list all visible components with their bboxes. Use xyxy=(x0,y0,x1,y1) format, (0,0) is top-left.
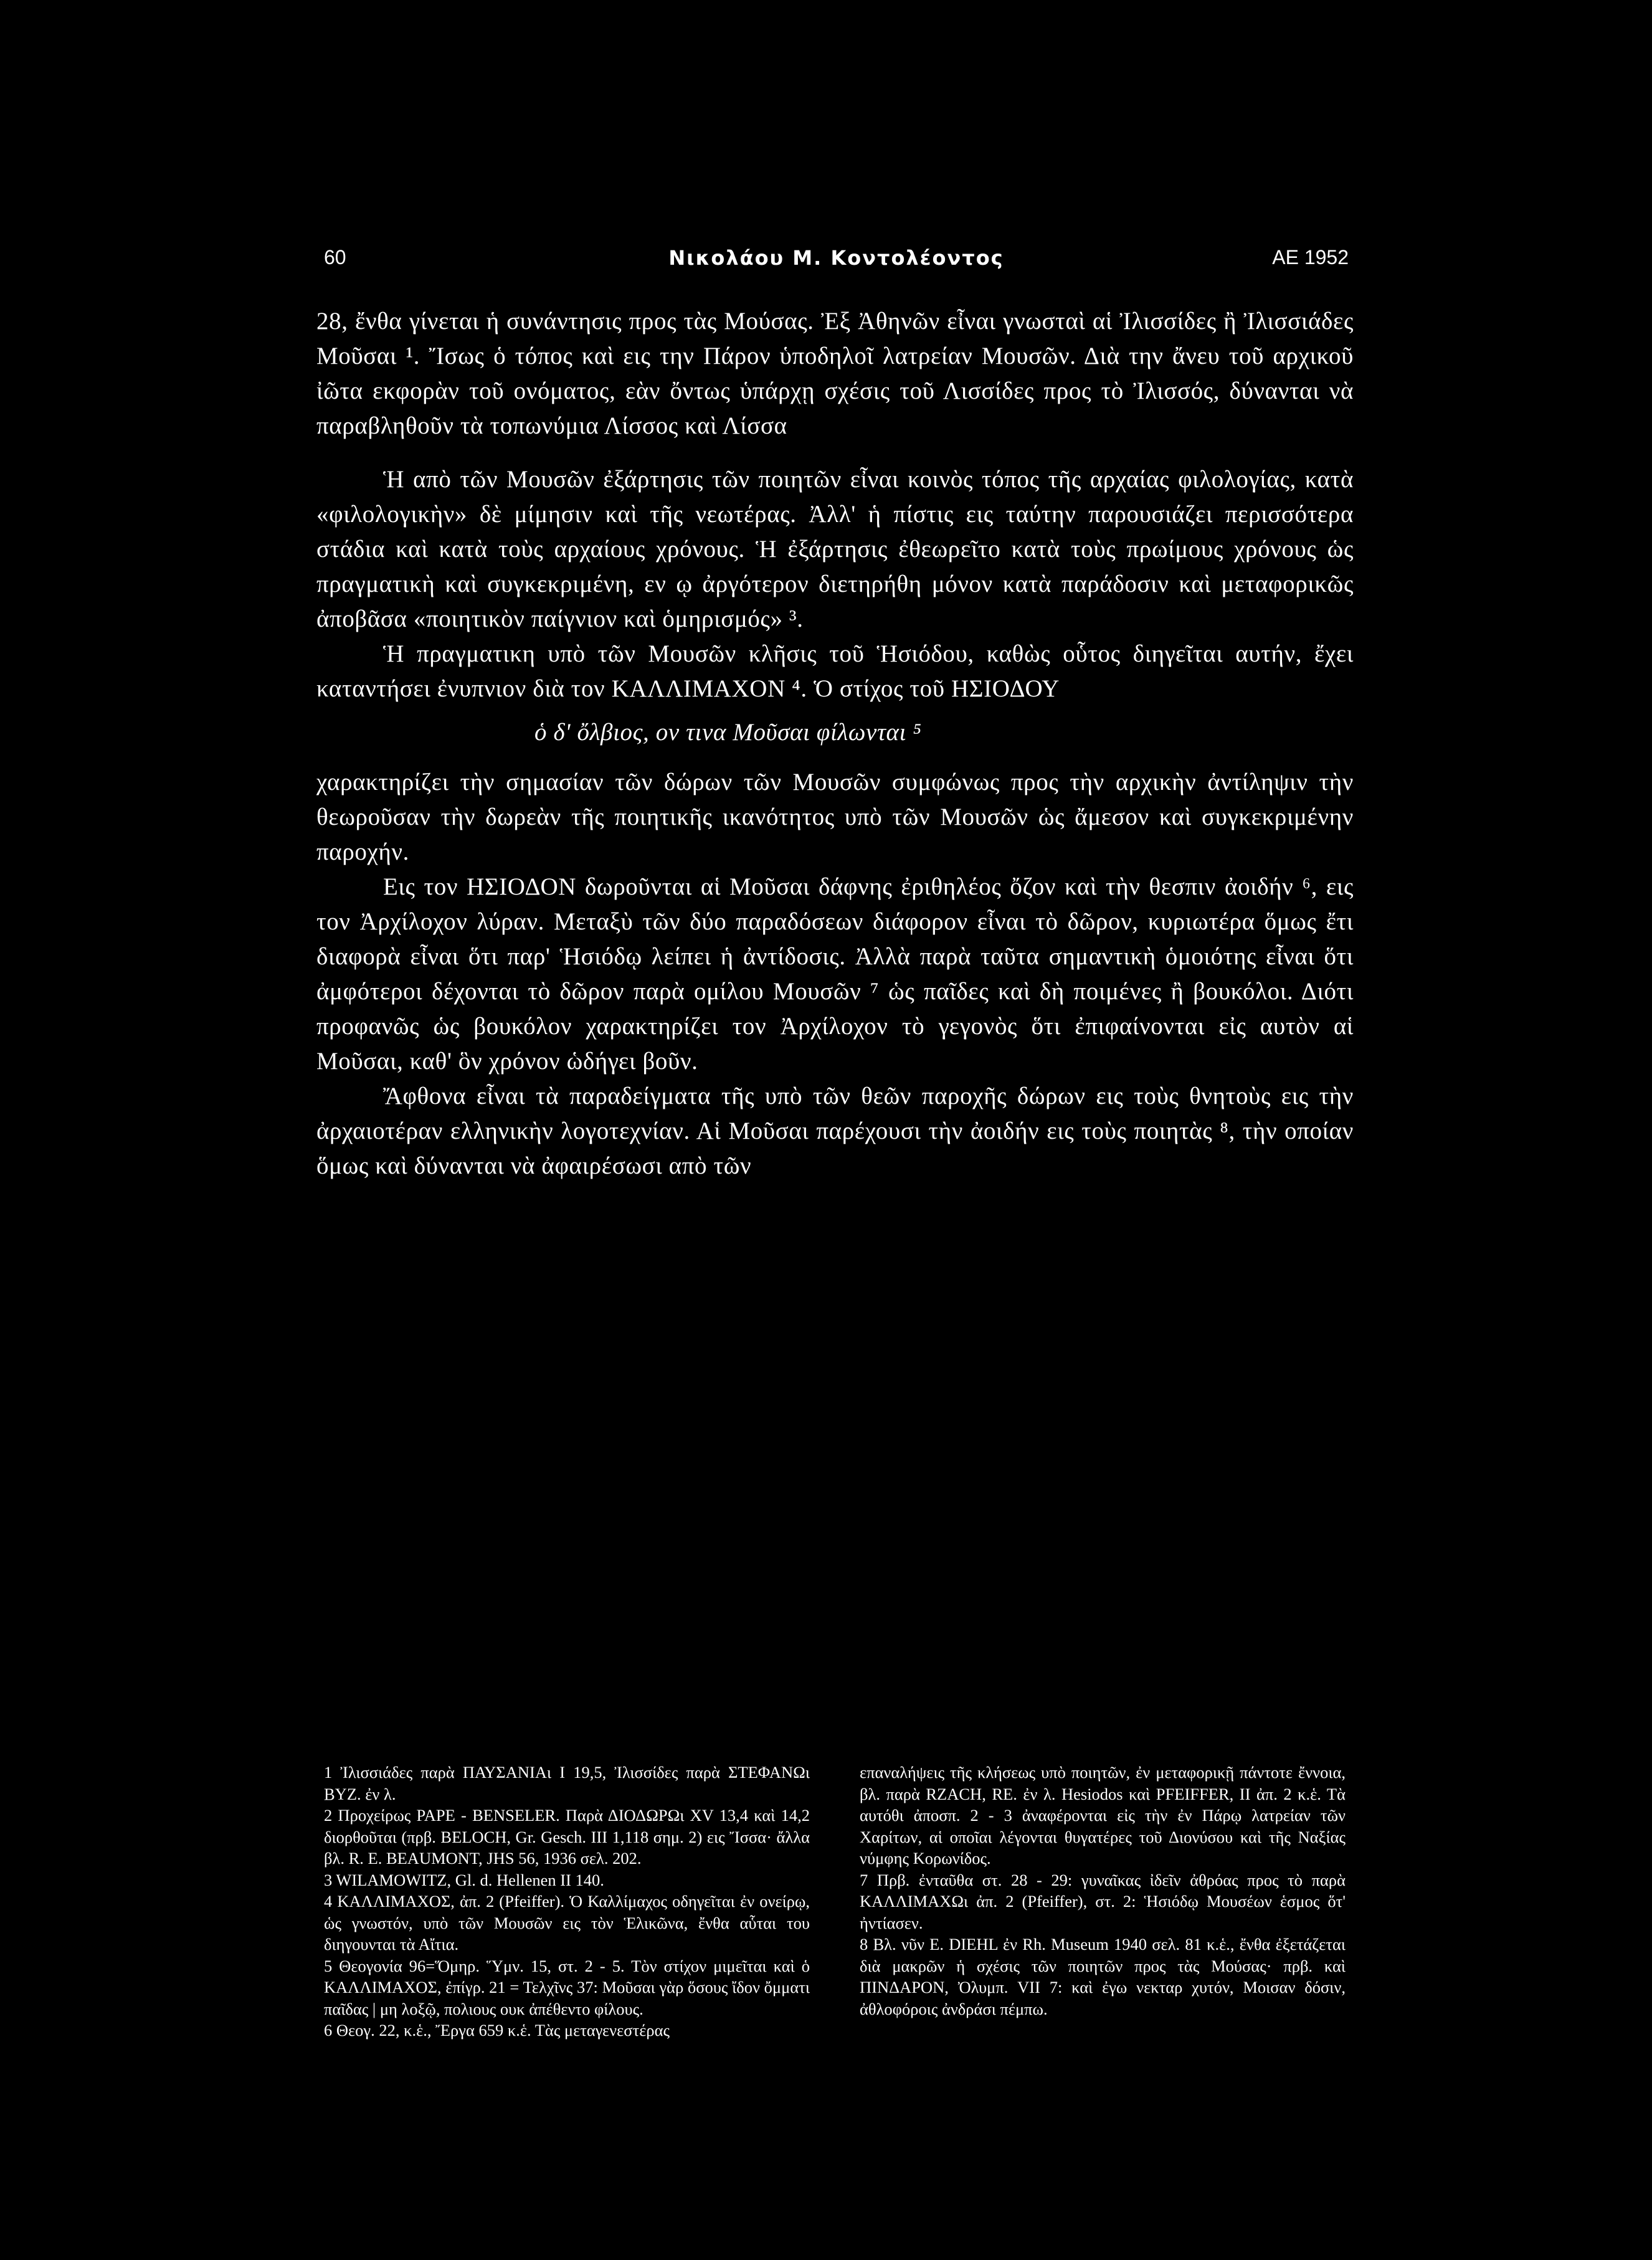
footnote: 2 Προχείρως PAPE - BENSELER. Παρὰ ΔΙΟΔΩΡΩι XV 13,4 καὶ 14,2 διορθοῦται (πρβ. BELOCH, Gr. Gesch. III 1,118 σημ. 2) εις Ἴσσα· ἄλλα βλ. R. E. BEAUMONT, JHS 56, 1936 σελ. 202. xyxy=(324,1806,810,1868)
footnote: 6 Θεογ. 22, κ.ἑ., Ἔργα 659 κ.ἑ. Τὰς μεταγενεστέρας xyxy=(324,2021,670,2039)
paragraph: Ἄφθονα εἶναι τὰ παραδείγματα τῆς υπὸ τῶν θεῶν παροχῆς δώρων εις τοὺς θνητοὺς εις τὴν ἀρχαιοτέραν ελληνικὴν λογοτεχνίαν. Αἱ Μοῦσαι παρέχουσι τὴν ἀοιδήν εις τοὺς ποιητὰς ⁸, τὴν οποίαν ὅμως καὶ δύνανται νὰ ἀφαιρέσωσι απὸ τῶν xyxy=(316,1083,1354,1179)
paragraph: 28, ἔνθα γίνεται ἡ συνάντησις προς τὰς Μούσας. Ἐξ Ἀθηνῶν εἶναι γνωσταὶ αἱ Ἰλισσίδες ἢ Ἰλισσιάδες Μοῦσαι ¹. Ἴσως ὁ τόπος καὶ εις την Πάρον ὑποδηλοῖ λατρείαν Μουσῶν. Διὰ την ἄνευ τοῦ αρχικοῦ ἰῶτα εκφορὰν τοῦ ονόματος, εὰν ὄντως ὑπάρχῃ σχέσις τοῦ Λισσίδες προς τὸ Ἰλισσός, δύνανται νὰ παραβληθοῦν τὰ τοπωνύμια Λίσσος καὶ Λίσσα xyxy=(316,308,1354,439)
paragraph: Εις τον ΗΣΙΟΔΟΝ δωροῦνται αἱ Μοῦσαι δάφνης ἐριθηλέος ὄζον καὶ τὴν θεσπιν ἀοιδήν ⁶, εις τον Ἀρχίλοχον λύραν. Μεταξὺ τῶν δύο παραδόσεων διάφορον εἶναι τὸ δῶρον, κυριωτέρα ὅμως ἔτι διαφορὰ εἶναι ὅτι παρ' Ἡσιόδῳ λείπει ἡ ἀντίδοσις. Ἀλλὰ παρὰ ταῦτα σημαντικὴ ὁμοιότης εἶναι ὅτι ἀμφότεροι δέχονται τὸ δῶρον παρὰ ομίλου Μουσῶν ⁷ ὡς παῖδες καὶ δὴ ποιμένες ἢ βουκόλοι. Διότι προφανῶς ὡς βουκόλον χαρακτηρίζει τον Ἀρχίλοχον τὸ γεγονὸς ὅτι ἐπιφαίνονται εἰς αυτὸν αἱ Μοῦσαι, καθ' ὃν χρόνον ὡδήγει βοῦν. xyxy=(316,873,1354,1075)
footnotes-left-column xyxy=(324,1762,810,2041)
running-title: Νικολάου Μ. Κοντολέοντος xyxy=(668,246,1004,270)
page-header xyxy=(324,246,1349,283)
footnotes xyxy=(324,1762,1346,2041)
main-text xyxy=(316,304,1354,1184)
footnote: 7 Πρβ. ἐνταῦθα στ. 28 - 29: γυναῖκας ἰδεῖν ἀθρόας προς τὸ παρὰ ΚΑΛΛΙΜΑΧΩι ἀπ. 2 (Pfeiffer), στ. 2: Ἡσιόδῳ Μουσέων ἑσμος ὅτ' ἠντίασεν. xyxy=(860,1870,1346,1932)
footnotes-right-column xyxy=(860,1762,1346,2041)
footnote: 4 ΚΑΛΛΙΜΑΧΟΣ, ἀπ. 2 (Pfeiffer). Ὁ Καλλίμαχος οδηγεῖται ἐν ονείρῳ, ὡς γνωστόν, υπὸ τῶν Μουσῶν εις τὸν Ἑλικῶνα, ἔνθα αὗται του διηγουνται τὰ Αἴτια. xyxy=(324,1892,810,1954)
paragraph: Ἡ πραγματικη υπὸ τῶν Μουσῶν κλῆσις τοῦ Ἡσιόδου, καθὼς οὗτος διηγεῖται αυτήν, ἔχει καταντήσει ἐνυπνιον διὰ τον ΚΑΛΛΙΜΑΧΟΝ ⁴. Ὁ στίχος τοῦ ΗΣΙΟΔΟΥ xyxy=(316,640,1354,702)
page-number: 60 xyxy=(324,246,346,268)
footnote: 1 Ἰλισσιάδες παρὰ ΠΑΥΣΑΝΙΑι Ι 19,5, Ἰλισσίδες παρὰ ΣΤΕΦΑΝΩι ΒΥΖ. ἐν λ. xyxy=(324,1763,810,1803)
journal-reference: ΑΕ 1952 xyxy=(1272,246,1349,268)
paragraph: Ἡ απὸ τῶν Μουσῶν ἐξάρτησις τῶν ποιητῶν εἶναι κοινὸς τόπος τῆς αρχαίας φιλολογίας, κατὰ «φιλολογικὴν» δὲ μίμησιν καὶ τῆς νεωτέρας. Ἀλλ' ἡ πίστις εις ταύτην παρουσιάζει περισσότερα στάδια καὶ κατὰ τοὺς αρχαίους χρόνους. Ἡ ἐξάρτησις ἐθεωρεῖτο κατὰ τοὺς πρωίμους χρόνους ὡς πραγματικὴ καὶ συγκεκριμένη, εν ῳ ἀργότερον διετηρήθη μόνον κατὰ παράδοσιν καὶ μεταφορικῶς ἀποβᾶσα «ποιητικὸν παίγνιον καὶ ὁμηρισμός» ³. xyxy=(316,466,1354,632)
footnote-continuation: επαναλήψεις τῆς κλήσεως υπὸ ποιητῶν, ἐν μεταφορικῇ πάντοτε ἔννοια, βλ. παρὰ RZACH, RE. ἐν λ. Hesiodos καὶ PFEIFFER, II ἀπ. 2 κ.ἑ. Τὰ αυτόθι ἀποσπ. 2 - 3 ἀναφέρονται εἰς τὴν ἐν Πάρῳ λατρείαν τῶν Χαρίτων, αἱ οποῖαι λέγονται θυγατέρες τοῦ Διονύσου καὶ τῆς Ναξίας νύμφης Κορωνίδος. xyxy=(860,1763,1346,1868)
footnote: 8 Βλ. νῦν E. DIEHL ἐν Rh. Museum 1940 σελ. 81 κ.ἑ., ἔνθα ἐξετάζεται διὰ μακρῶν ἡ σχέσις τῶν ποιητῶν προς τὰς Μούσας· πρβ. καὶ ΠΙΝΔΑΡΟΝ, Ὀλυμπ. VII 7: καὶ ἐγω νεκταρ χυτόν, Μοισαν δόσιν, ἀθλοφόροις ἀνδράσι πέμπω. xyxy=(860,1935,1346,2018)
verse-quotation: ὁ δ' ὄλβιος, ον τινα Μοῦσαι φίλωνται ⁵ xyxy=(534,719,922,746)
footnote: 5 Θεογονία 96=Ὅμηρ. Ὕμν. 15, στ. 2 - 5. Τὸν στίχον μιμεῖται καὶ ὁ ΚΑΛΛΙΜΑΧΟΣ, ἐπίγρ. 21 = Τελχῖνς 37: Μοῦσαι γὰρ ὅσους ἴδον ὄμματι παῖδας | μη λοξῷ, πολιους ουκ ἀπέθεντο φίλους. xyxy=(324,1956,810,2018)
footnote: 3 WILAMOWITZ, Gl. d. Hellenen II 140. xyxy=(324,1870,604,1889)
paragraph: χαρακτηρίζει τὴν σημασίαν τῶν δώρων τῶν Μουσῶν συμφώνως προς τὴν αρχικὴν ἀντίληψιν τὴν θεωροῦσαν τὴν δωρεὰν τῆς ποιητικῆς ικανότητος υπὸ τῶν Μουσῶν ὡς ἄμεσον καὶ συγκεκριμένην παροχήν. xyxy=(316,769,1354,865)
